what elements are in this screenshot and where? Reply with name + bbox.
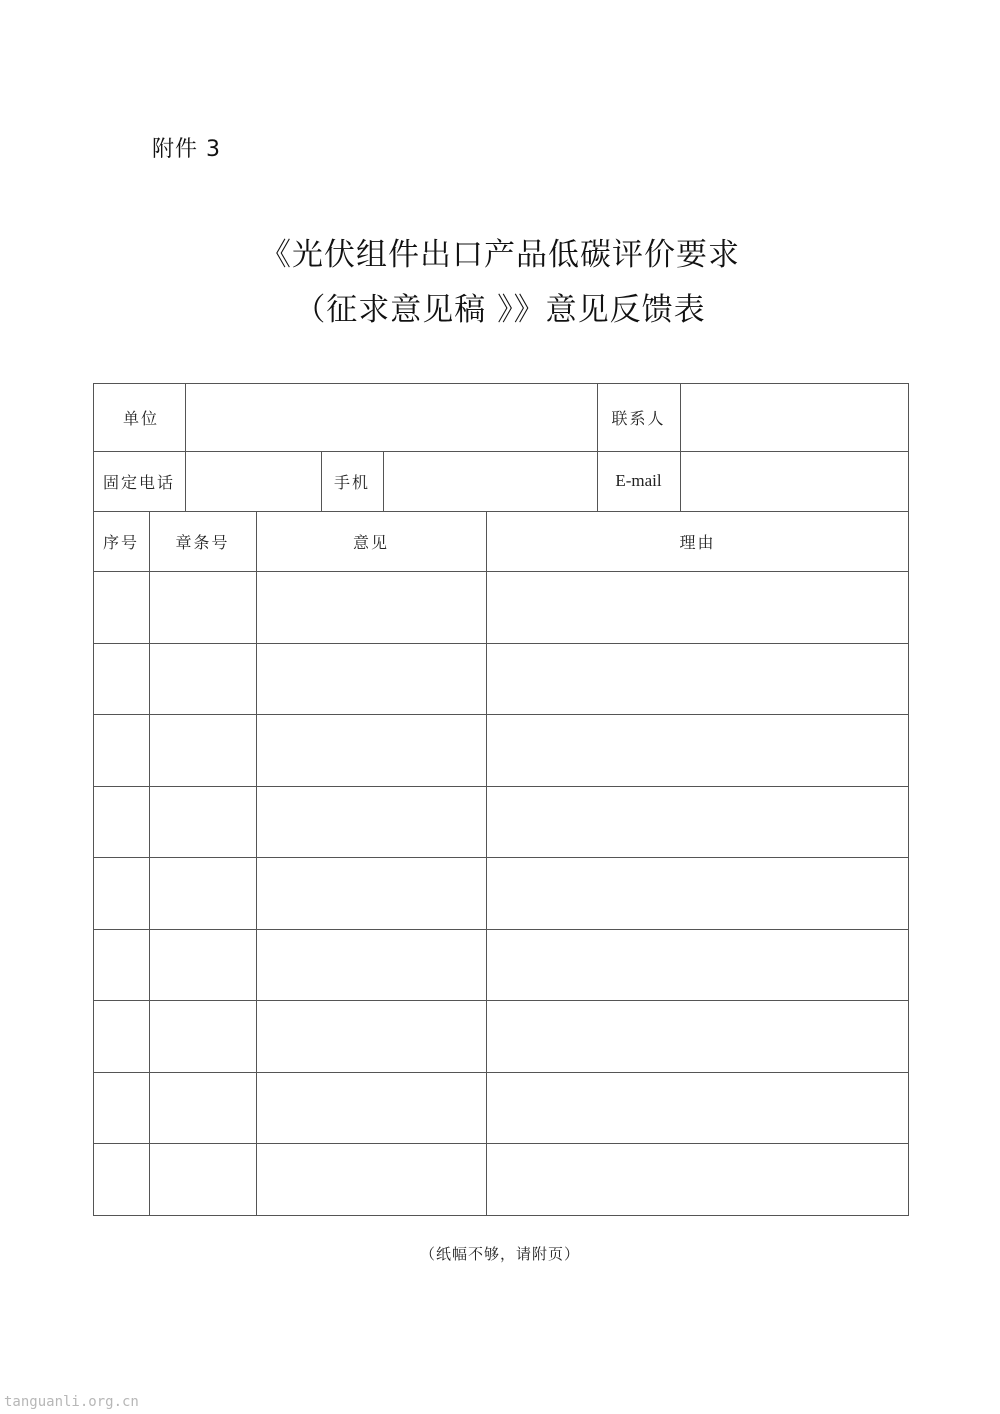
row-6-number-cell[interactable] — [93, 929, 149, 1000]
row-8-opinion-cell[interactable] — [256, 1072, 486, 1143]
row-4-opinion-cell[interactable] — [256, 786, 486, 857]
footnote: （纸幅不够，请附页） — [419, 1245, 580, 1263]
row-6-reason-cell[interactable] — [486, 929, 909, 1000]
column-header-opinion: 意见 — [352, 532, 389, 552]
row-4-reason-cell[interactable] — [486, 786, 909, 857]
row-5-number-cell[interactable] — [93, 857, 149, 929]
row-5-clause-cell[interactable] — [149, 857, 256, 929]
contact-field[interactable] — [680, 383, 909, 451]
row-9-opinion-cell[interactable] — [256, 1143, 486, 1216]
row-8-number-cell[interactable] — [93, 1072, 149, 1143]
row-3-reason-cell[interactable] — [486, 714, 909, 786]
row-2-clause-cell[interactable] — [149, 643, 256, 714]
phone-field[interactable] — [185, 451, 321, 511]
row-7-clause-cell[interactable] — [149, 1000, 256, 1072]
row-7-number-cell[interactable] — [93, 1000, 149, 1072]
row-4-clause-cell[interactable] — [149, 786, 256, 857]
column-header-number: 序号 — [102, 532, 139, 552]
row-6-clause-cell[interactable] — [149, 929, 256, 1000]
row-9-clause-cell[interactable] — [149, 1143, 256, 1216]
phone-label: 固定电话 — [102, 472, 175, 492]
email-label: E-mail — [615, 471, 662, 490]
contact-label: 联系人 — [611, 408, 666, 428]
row-6-opinion-cell[interactable] — [256, 929, 486, 1000]
mobile-field[interactable] — [383, 451, 597, 511]
unit-field[interactable] — [185, 383, 597, 451]
attachment-label: 附件 3 — [152, 137, 221, 162]
column-header-clause: 章条号 — [175, 532, 230, 552]
row-5-opinion-cell[interactable] — [256, 857, 486, 929]
row-7-reason-cell[interactable] — [486, 1000, 909, 1072]
row-8-clause-cell[interactable] — [149, 1072, 256, 1143]
row-1-reason-cell[interactable] — [486, 571, 909, 643]
page-title-line-2: （征求意见稿 》》意见反馈表 — [294, 292, 706, 328]
email-field[interactable] — [680, 451, 909, 511]
row-1-opinion-cell[interactable] — [256, 571, 486, 643]
row-2-reason-cell[interactable] — [486, 643, 909, 714]
row-4-number-cell[interactable] — [93, 786, 149, 857]
row-9-number-cell[interactable] — [93, 1143, 149, 1216]
mobile-label: 手机 — [333, 472, 370, 492]
row-3-clause-cell[interactable] — [149, 714, 256, 786]
column-header-reason: 理由 — [679, 532, 716, 552]
row-3-number-cell[interactable] — [93, 714, 149, 786]
row-3-opinion-cell[interactable] — [256, 714, 486, 786]
row-8-reason-cell[interactable] — [486, 1072, 909, 1143]
row-2-opinion-cell[interactable] — [256, 643, 486, 714]
page-title-line-1: 《光伏组件出口产品低碳评价要求 — [260, 237, 740, 273]
row-2-number-cell[interactable] — [93, 643, 149, 714]
row-7-opinion-cell[interactable] — [256, 1000, 486, 1072]
row-5-reason-cell[interactable] — [486, 857, 909, 929]
row-1-number-cell[interactable] — [93, 571, 149, 643]
row-1-clause-cell[interactable] — [149, 571, 256, 643]
watermark: tanguanli.org.cn — [4, 1394, 139, 1410]
row-9-reason-cell[interactable] — [486, 1143, 909, 1216]
unit-label: 单位 — [123, 408, 160, 428]
